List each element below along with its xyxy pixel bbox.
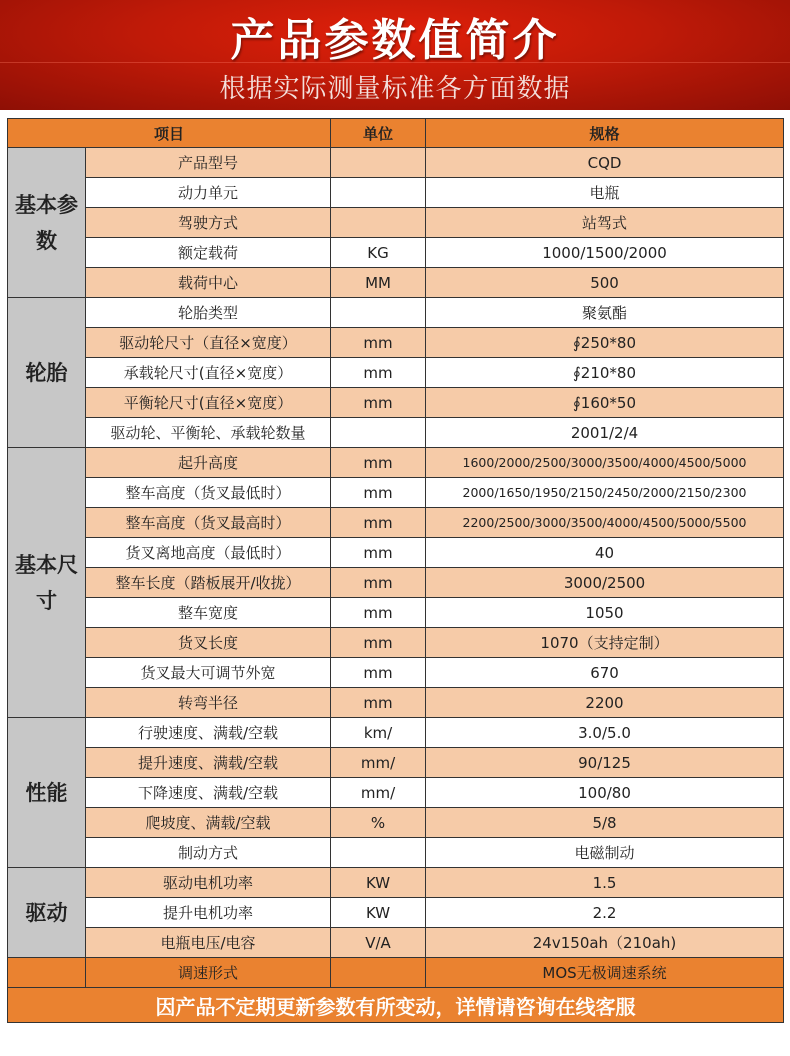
cell-item: 整车宽度 (86, 598, 331, 628)
cell-spec: 电磁制动 (426, 838, 784, 868)
cell-item: 承载轮尺寸(直径×宽度） (86, 358, 331, 388)
cell-item: 整车高度（货叉最高时） (86, 508, 331, 538)
table-row (8, 508, 784, 538)
table-row (8, 928, 784, 958)
cell-unit: mm (331, 448, 426, 478)
header-item: 项目 (8, 119, 331, 148)
table-row (8, 628, 784, 658)
cell-item: 驱动电机功率 (86, 868, 331, 898)
cell-unit: mm (331, 568, 426, 598)
cell-unit: MM (331, 268, 426, 298)
cell-item: 提升速度、满载/空载 (86, 748, 331, 778)
table-row (8, 448, 784, 478)
cell-spec: 1000/1500/2000 (426, 238, 784, 268)
cell-item: 调速形式 (86, 958, 331, 988)
table-row (8, 418, 784, 448)
header-unit: 单位 (331, 119, 426, 148)
banner (0, 0, 790, 110)
table-row (8, 598, 784, 628)
cell-spec: 5/8 (426, 808, 784, 838)
footer-notice: 因产品不定期更新参数有所变动，详情请咨询在线客服 (8, 988, 784, 1023)
cell-unit: % (331, 808, 426, 838)
cell-item: 转弯半径 (86, 688, 331, 718)
cell-spec: 1050 (426, 598, 784, 628)
cell-item: 平衡轮尺寸(直径×宽度） (86, 388, 331, 418)
table-row (8, 268, 784, 298)
table-row (8, 748, 784, 778)
cell-item: 驱动轮尺寸（直径×宽度） (86, 328, 331, 358)
cell-spec: CQD (426, 148, 784, 178)
cell-spec: 2200 (426, 688, 784, 718)
cell-unit: mm (331, 388, 426, 418)
table-row (8, 778, 784, 808)
cell-unit: V/A (331, 928, 426, 958)
table-row (8, 388, 784, 418)
table-row (8, 898, 784, 928)
cell-spec: 1070（支持定制） (426, 628, 784, 658)
cell-unit: KW (331, 898, 426, 928)
cell-item: 货叉离地高度（最低时） (86, 538, 331, 568)
table-row (8, 148, 784, 178)
cell-item: 提升电机功率 (86, 898, 331, 928)
table-row-speed-control (8, 958, 784, 988)
cell-item: 额定载荷 (86, 238, 331, 268)
cell-item: 动力单元 (86, 178, 331, 208)
cell-unit: mm (331, 328, 426, 358)
cell-item: 起升高度 (86, 448, 331, 478)
cell-unit: mm (331, 358, 426, 388)
cell-unit: mm (331, 538, 426, 568)
cell-unit (331, 958, 426, 988)
cell-unit: mm/ (331, 748, 426, 778)
table-row (8, 658, 784, 688)
cell-unit (331, 418, 426, 448)
cell-spec: 电瓶 (426, 178, 784, 208)
table-row (8, 538, 784, 568)
cell-item: 电瓶电压/电容 (86, 928, 331, 958)
table-header (8, 119, 784, 148)
table-row (8, 178, 784, 208)
cell-spec: 2.2 (426, 898, 784, 928)
cell-unit: KG (331, 238, 426, 268)
cell-item: 下降速度、满载/空载 (86, 778, 331, 808)
cell-item: 行驶速度、满载/空载 (86, 718, 331, 748)
cell-spec: MOS无极调速系统 (426, 958, 784, 988)
cell-spec: 2001/2/4 (426, 418, 784, 448)
cell-unit (331, 208, 426, 238)
table-row (8, 238, 784, 268)
spec-table (7, 118, 784, 1023)
cell-unit (331, 298, 426, 328)
cell-spec: ∮160*50 (426, 388, 784, 418)
cell-spec: 90/125 (426, 748, 784, 778)
table-row (8, 358, 784, 388)
cell-item: 整车高度（货叉最低时） (86, 478, 331, 508)
cell-spec: ∮250*80 (426, 328, 784, 358)
cell-unit: km/ (331, 718, 426, 748)
table-row (8, 298, 784, 328)
table-row (8, 808, 784, 838)
group-label: 轮胎 (8, 298, 86, 448)
table-row (8, 208, 784, 238)
cell-unit: mm (331, 598, 426, 628)
group-label: 基本尺寸 (8, 448, 86, 718)
group-label: 基本参数 (8, 148, 86, 298)
header-spec: 规格 (426, 119, 784, 148)
cell-unit: mm/ (331, 778, 426, 808)
table-row (8, 718, 784, 748)
cell-spec: 100/80 (426, 778, 784, 808)
cell-spec: 24v150ah（210ah) (426, 928, 784, 958)
group-label: 性能 (8, 718, 86, 868)
cell-spec: 670 (426, 658, 784, 688)
table-footer (8, 988, 784, 1023)
cell-item: 产品型号 (86, 148, 331, 178)
table-row (8, 688, 784, 718)
table-row (8, 568, 784, 598)
group-label: 驱动 (8, 868, 86, 958)
cell-item: 货叉长度 (86, 628, 331, 658)
cell-spec: 聚氨酯 (426, 298, 784, 328)
cell-unit: KW (331, 868, 426, 898)
cell-spec: 40 (426, 538, 784, 568)
cell-item: 载荷中心 (86, 268, 331, 298)
cell-unit: mm (331, 688, 426, 718)
table-row (8, 868, 784, 898)
cell-spec: 3000/2500 (426, 568, 784, 598)
table-row (8, 838, 784, 868)
cell-unit: mm (331, 478, 426, 508)
cell-spec: 3.0/5.0 (426, 718, 784, 748)
cell-unit (331, 178, 426, 208)
page-title: 产品参数值简介 (230, 15, 560, 66)
cell-item: 驾驶方式 (86, 208, 331, 238)
banner-divider (0, 62, 790, 63)
cell-spec: 1600/2000/2500/3000/3500/4000/4500/5000 (426, 448, 784, 478)
cell-spec: 2200/2500/3000/3500/4000/4500/5000/5500 (426, 508, 784, 538)
cell-unit: mm (331, 628, 426, 658)
cell-unit: mm (331, 658, 426, 688)
cell-spec: ∮210*80 (426, 358, 784, 388)
cell-unit (331, 148, 426, 178)
table-row (8, 328, 784, 358)
cell-item: 货叉最大可调节外宽 (86, 658, 331, 688)
cell-unit (331, 838, 426, 868)
table-row (8, 478, 784, 508)
cell-spec: 2000/1650/1950/2150/2450/2000/2150/2300 (426, 478, 784, 508)
cell-unit: mm (331, 508, 426, 538)
cell-item: 驱动轮、平衡轮、承载轮数量 (86, 418, 331, 448)
cell-item: 整车长度（踏板展开/收拢） (86, 568, 331, 598)
cell-item: 制动方式 (86, 838, 331, 868)
cell-spec: 站驾式 (426, 208, 784, 238)
page-subtitle: 根据实际测量标准各方面数据 (219, 74, 571, 104)
cell-item: 轮胎类型 (86, 298, 331, 328)
cell-item: 爬坡度、满载/空载 (86, 808, 331, 838)
cell-spec: 500 (426, 268, 784, 298)
group-label-empty (8, 958, 86, 988)
cell-spec: 1.5 (426, 868, 784, 898)
